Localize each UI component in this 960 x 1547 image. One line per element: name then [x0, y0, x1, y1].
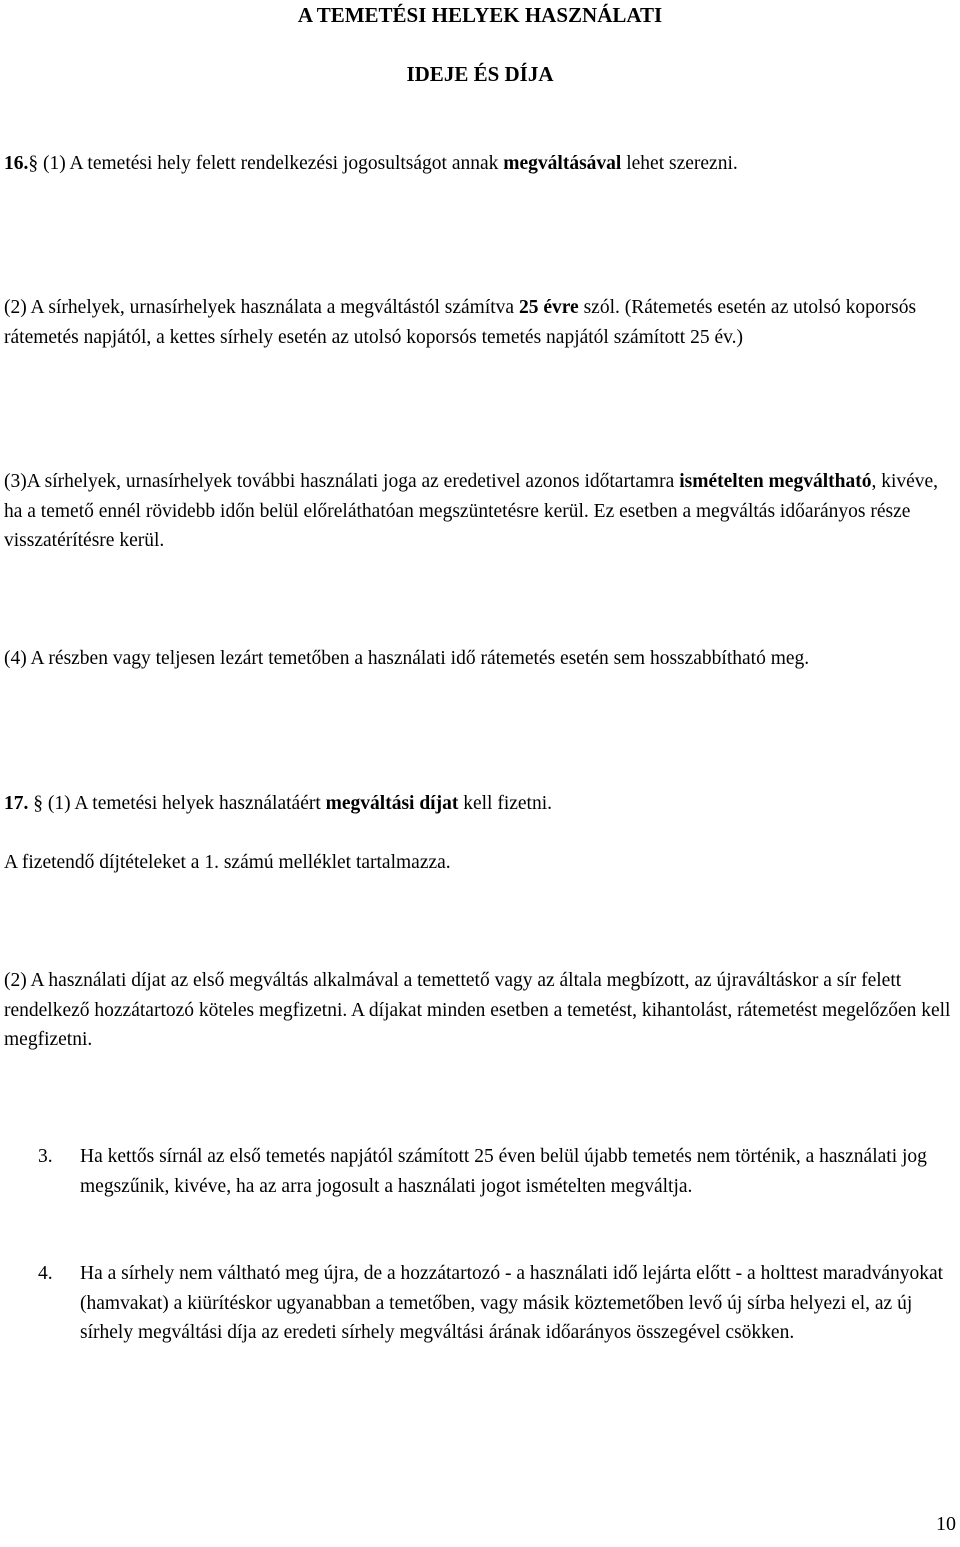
section-16-paragraph-4: (4) A részben vagy teljesen lezárt temetőben a használati idő rátemetés esetén sem hosszabbítható meg.: [4, 648, 810, 669]
s16-p3-text-end: , kivéve, ha a temető ennél rövidebb időn belül előreláthatóan megszüntetésre kerül. Ez esetben a megváltás időarányos része visszatérítésre kerül.: [4, 471, 939, 551]
list-item-4-text: Ha a sírhely nem váltható meg újra, de a hozzátartozó - a használati idő lejárta előtt - a holttest maradványokat (hamvakat) a kiürítéskor ugyanabban a temetőben, vagy másik köztemetőben levő új sírba helyezi el, az új sírhely megváltási díja az eredeti sírhely megváltási árának időarányos összegével csökken.: [80, 1263, 944, 1343]
list-item-3-number: 3.: [38, 1146, 53, 1167]
s16-p1-text-end: lehet szerezni.: [621, 153, 738, 174]
list-item-3-text: Ha kettős sírnál az első temetés napjától számított 25 éven belül újabb temetés nem történik, a használati jog megszűnik, kivéve, ha az arra jogosult a használati jogot ismételten megváltja.: [80, 1146, 927, 1197]
section-16-sign: §: [28, 153, 39, 174]
section-17-paragraph-2: (2) A használati díjat az első megváltás alkalmával a temettető vagy az általa megbízott, az újraváltáskor a sír felett rendelkező hozzátartozó köteles megfizetni. A díjakat minden esetben a temetést, kihantolást, rátemetést megelőzően kell megfizetni.: [4, 970, 951, 1050]
section-17-number: 17.: [4, 793, 29, 814]
s16-p2-bold: 25 évre: [518, 297, 579, 318]
section-17-paragraph-1: [4, 789, 958, 819]
s16-p1-text: (1) A temetési hely felett rendelkezési jogosultságot annak: [38, 153, 504, 174]
s17-p1-text-end: kell fizetni.: [458, 793, 553, 814]
section-16-paragraph-1: [4, 149, 958, 179]
list-item-4-number: 4.: [38, 1263, 53, 1284]
s17-p1-text: (1) A temetési helyek használatáért: [43, 793, 326, 814]
s17-p1-bold: megváltási díjat: [325, 793, 459, 814]
section-17-sign: §: [33, 793, 43, 814]
section-16-paragraph-3: [4, 467, 958, 556]
page-number: 10: [936, 1513, 956, 1535]
s16-p2-text: (2) A sírhelyek, urnasírhelyek használata a megváltástól számítva: [4, 297, 519, 318]
s16-p1-bold: megváltásával: [503, 153, 622, 174]
s16-p3-text: (3)A sírhelyek, urnasírhelyek további használati joga az eredetivel azonos időtartamra: [4, 471, 680, 492]
section-17-paragraph-1b: A fizetendő díjtételeket a 1. számú melléklet tartalmazza.: [4, 852, 451, 873]
s16-p3-bold: ismételten megváltható: [679, 471, 872, 492]
title-line-2: IDEJE ÉS DÍJA: [406, 62, 554, 86]
s16-p2-text-end: szól. (Rátemetés esetén az utolsó koporsós rátemetés napjától, a kettes sírhely esetén az utolsó koporsós temetés napjától számított 25 év.): [4, 297, 917, 348]
title-line-1: A TEMETÉSI HELYEK HASZNÁLATI: [297, 3, 663, 27]
section-16-paragraph-2: [4, 293, 958, 352]
section-16-number: 16.: [4, 153, 29, 174]
